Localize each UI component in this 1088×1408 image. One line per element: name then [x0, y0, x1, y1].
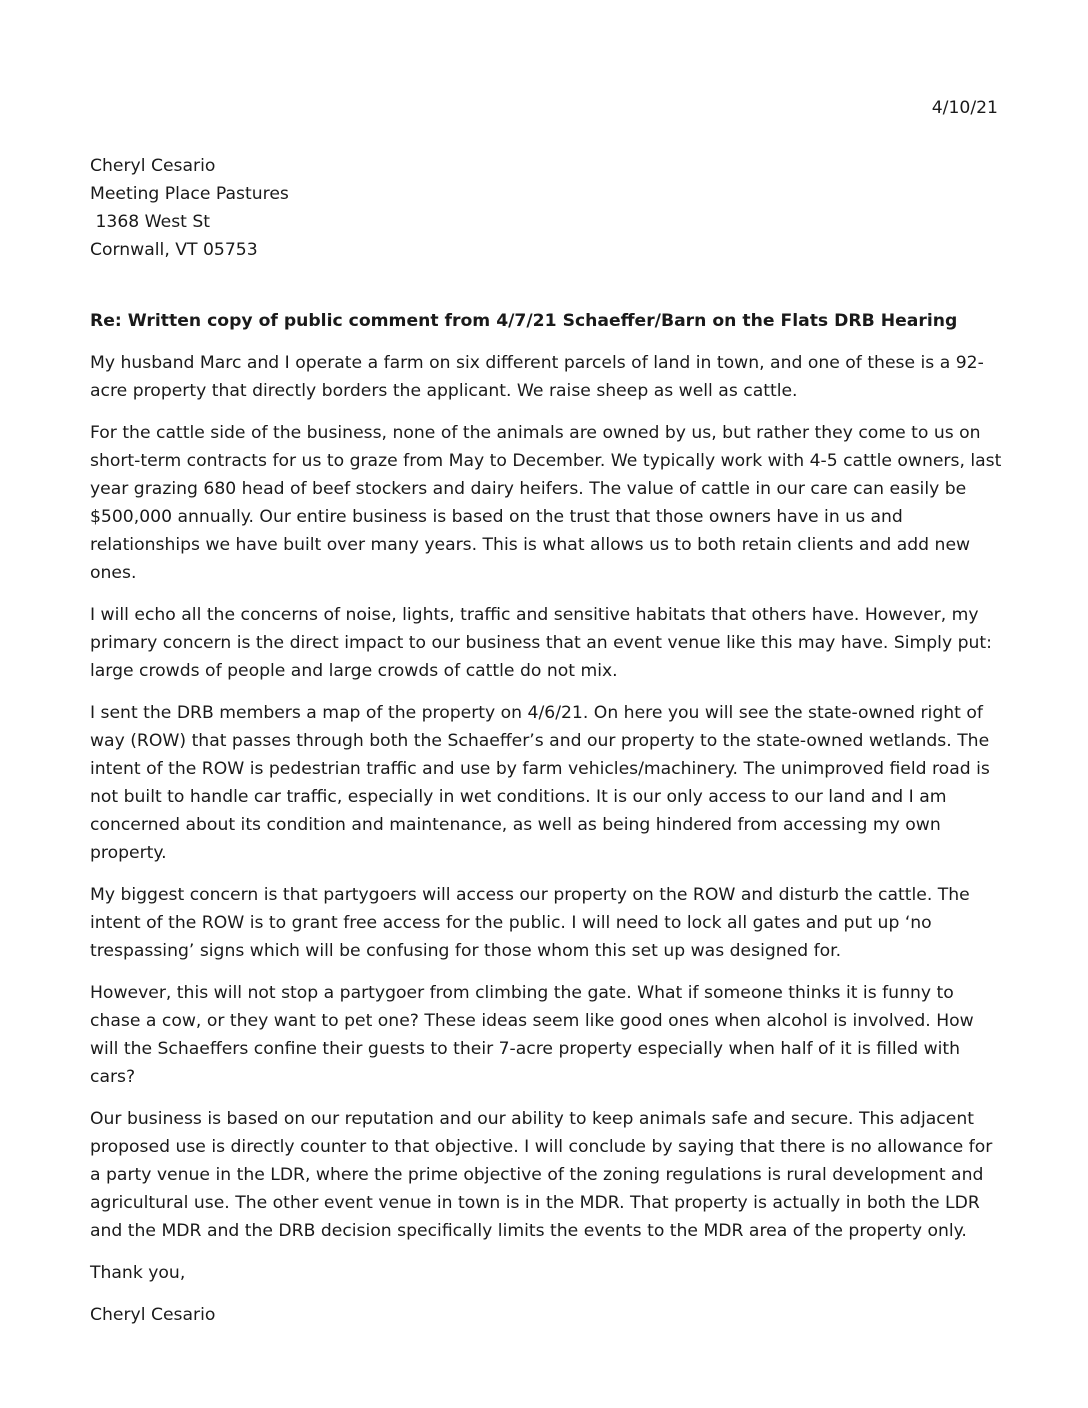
letter-signature: Cheryl Cesario — [90, 1305, 216, 1325]
body-paragraph: However, this will not stop a partygoer from climbing the gate. What if someone thinks it is funny to chase a cow, or they want to pet one? These ideas seem like good ones when alcohol is involved. How will the Schaeffers confine their guests to their 7-acre property especially when half of it is filled with cars? — [90, 983, 974, 1087]
sender-street: 1368 West St — [90, 212, 211, 232]
sender-address-block — [90, 152, 289, 264]
sender-name: Cheryl Cesario — [90, 156, 216, 176]
letter-subject: Re: Written copy of public comment from 4/7/21 Schaeffer/Barn on the Flats DRB Hearing — [90, 311, 958, 331]
letter-date: 4/10/21 — [931, 98, 998, 118]
body-paragraph: My husband Marc and I operate a farm on six different parcels of land in town, and one of these is a 92-acre property that directly borders the applicant. We raise sheep as well as cattle. — [90, 353, 984, 401]
sender-organization: Meeting Place Pastures — [90, 184, 289, 204]
body-paragraph: Our business is based on our reputation and our ability to keep animals safe and secure. This adjacent proposed use is directly counter to that objective. I will conclude by saying that there is no allowance for a party venue in the LDR, where the prime objective of the zoning regulations is rural development and agricultural use. The other event venue in town is in the MDR. That property is actually in both the LDR and the MDR and the DRB decision specifically limits the events to the MDR area of the property only. — [90, 1109, 993, 1241]
letter-body — [90, 307, 1002, 1343]
body-paragraph: My biggest concern is that partygoers will access our property on the ROW and disturb the cattle. The intent of the ROW is to grant free access for the public. I will need to lock all gates and put up ‘no trespassing’ signs which will be confusing for those whom this set up was designed for. — [90, 885, 970, 961]
sender-city: Cornwall, VT 05753 — [90, 240, 258, 260]
letter-closing: Thank you, — [90, 1263, 186, 1283]
body-paragraph: For the cattle side of the business, none of the animals are owned by us, but rather they come to us on short-term contracts for us to graze from May to December. We typically work with 4-5 cattle owners, last year grazing 680 head of beef stockers and dairy heifers. The value of cattle in our care can easily be $500,000 annually. Our entire business is based on the trust that those owners have in us and relationships we have built over many years. This is what allows us to both retain clients and add new ones. — [90, 423, 1002, 583]
body-paragraph: I will echo all the concerns of noise, lights, traffic and sensitive habitats that others have. However, my primary concern is the direct impact to our business that an event venue like this may have. Simply put: large crowds of people and large crowds of cattle do not mix. — [90, 605, 992, 681]
body-paragraph: I sent the DRB members a map of the property on 4/6/21. On here you will see the state-owned right of way (ROW) that passes through both the Schaeffer’s and our property to the state-owned wetlands. The intent of the ROW is pedestrian traffic and use by farm vehicles/machinery. The unimproved field road is not built to handle car traffic, especially in wet conditions. It is our only access to our land and I am concerned about its condition and maintenance, as well as being hindered from accessing my own property. — [90, 703, 990, 863]
